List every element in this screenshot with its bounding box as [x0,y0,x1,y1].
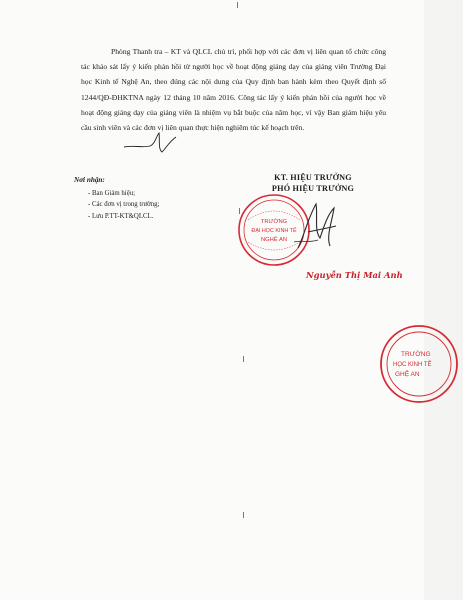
signer-title-1: KT. HIỆU TRƯỞNG [274,173,352,182]
recipient-item: - Các đơn vị trong trường; [88,201,160,208]
signature-block [238,173,388,193]
scan-tick [243,512,244,518]
recipients-list [74,188,159,223]
handwritten-signature [290,196,340,256]
seal-text: HỌC KINH TẾ [393,362,432,368]
signer-title-2: PHÓ HIỆU TRƯỞNG [271,184,355,193]
partial-seal [377,322,432,406]
seal-text: ĐẠI HỌC KINH TẾ [251,228,297,234]
partial-seal-icon [377,322,463,406]
recipients-block [74,175,159,222]
seal-text: TRƯỜNG [401,351,431,358]
scan-tick [243,356,244,362]
recipients-heading: Nơi nhận: [74,176,105,184]
scan-tick [237,2,238,8]
seal-text: GHỆ AN [395,371,420,378]
seal-text: NGHỆ AN [260,237,288,243]
signer-name: Nguyễn Thị Mai Anh [306,270,403,280]
body-paragraph [81,44,386,135]
seal-text: TRƯỜNG [260,219,288,225]
body-text: Phòng Thanh tra – KT và QLCL chủ trì, phối hợp với các đơn vị liên quan tổ chức công tác khảo sát lấy ý kiến phản hồi từ người học về hoạt động giảng dạy của giảng viên Trường Đại học Kinh tế Nghệ An, theo đúng các nội dung của Quy định ban hành kèm theo Quyết định số 1244/QĐ-ĐHKTNA ngày 12 tháng 10 năm 2016. Công tác lấy ý kiến phản hồi của người học về hoạt động giảng dạy của giảng viên là nhiệm vụ bắt buộc của năm học, vì vậy Ban giám hiệu yêu cầu sinh viên và các đơn vị liên quan thực hiện nghiêm túc kế hoạch trên. [81,47,386,133]
handwritten-scribble [122,127,178,157]
recipient-item: - Lưu P.TT-KT&QLCL. [88,212,154,220]
recipient-item: - Ban Giám hiệu; [88,189,136,197]
